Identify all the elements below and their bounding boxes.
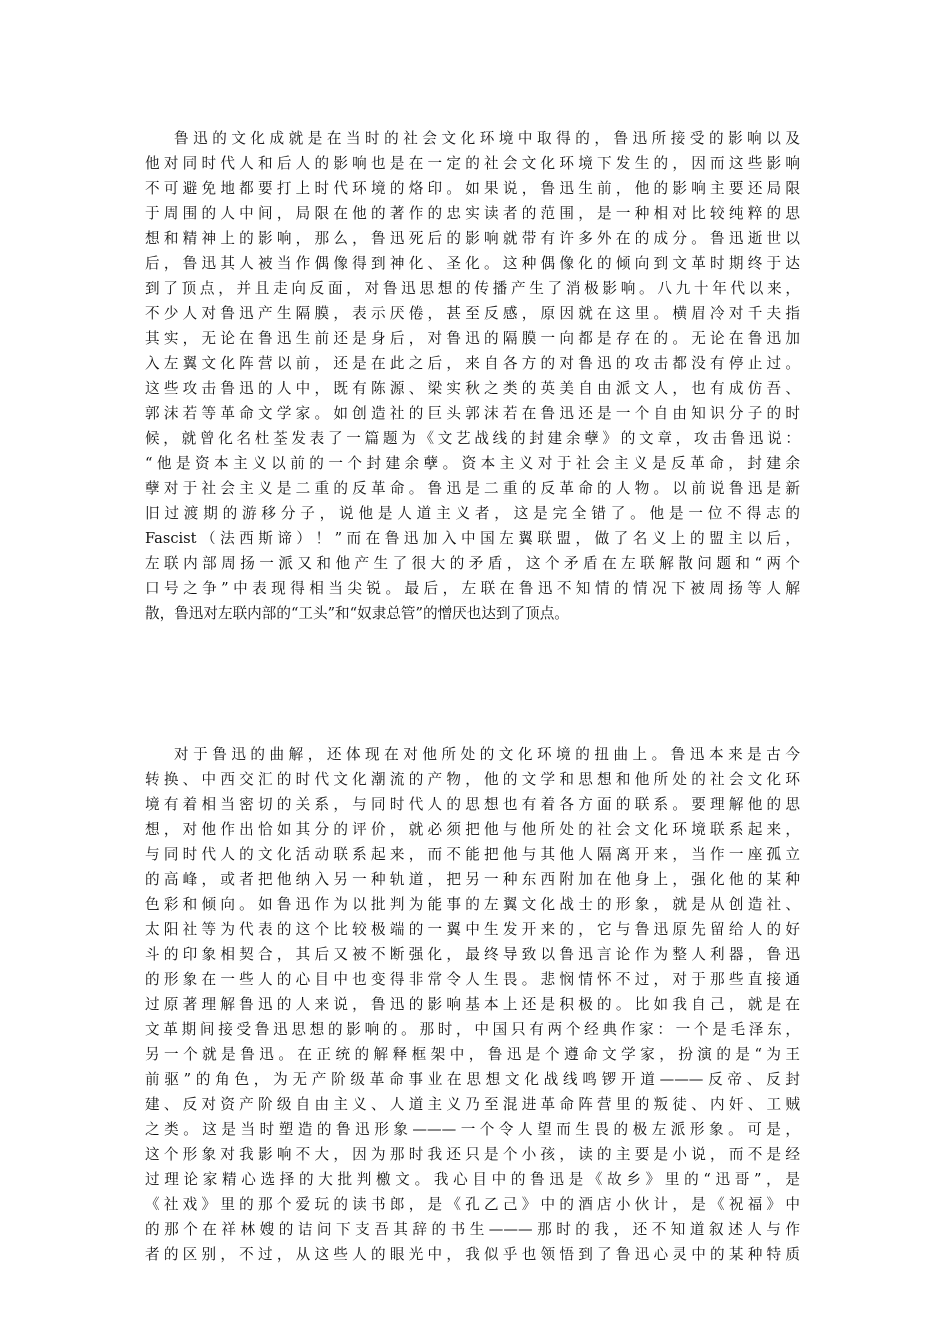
text-line: 者的区别，不过，从这些人的眼光中，我似乎也领悟到了鲁迅心灵中的某种特质: [145, 1246, 800, 1263]
text-line: 建、反对资产阶级自由主义、人道主义乃至混进革命阵营里的叛徒、内奸、工贼: [145, 1096, 800, 1113]
text-line: 境有着相当密切的关系，与同时代人的思想也有着各方面的联系。要理解他的思: [145, 796, 800, 813]
text-line: 斗的印象相契合，其后又被不断强化，最终导致以鲁迅言论作为整人利器，鲁迅: [145, 946, 800, 963]
text-line: 不少人对鲁迅产生隔膜，表示厌倦，甚至反感，原因就在这里。横眉冷对千夫指: [145, 305, 800, 322]
text-line: 到了顶点，并且走向反面，对鲁迅思想的传播产生了消极影响。八九十年代以来，: [145, 280, 800, 297]
text-line: 口号之争”中表现得相当尖锐。最后，左联在鲁迅不知情的情况下被周扬等人解: [145, 580, 800, 597]
text-line: 鲁迅的文化成就是在当时的社会文化环境中取得的，鲁迅所接受的影响以及: [174, 130, 800, 147]
text-line: 散，鲁迅对左联内部的“工头”和“奴隶总管”的憎厌也达到了顶点。: [145, 605, 569, 622]
text-line: 另一个就是鲁迅。在正统的解释框架中，鲁迅是个遵命文学家，扮演的是“为王: [145, 1046, 800, 1063]
text-line: 与同时代人的文化活动联系起来，而不能把他与其他人隔离开来，当作一座孤立: [145, 846, 800, 863]
text-line: 郭沫若等革命文学家。如创造社的巨头郭沫若在鲁迅还是一个自由知识分子的时: [145, 405, 800, 422]
text-line: 旧过渡期的游移分子，说他是人道主义者，这是完全错了。他是一位不得志的: [145, 505, 800, 522]
text-line: 前驱”的角色，为无产阶级革命事业在思想文化战线鸣锣开道———反帝、反封: [145, 1071, 800, 1088]
text-line: 想和精神上的影响，那么，鲁迅死后的影响就带有许多外在的成分。鲁迅逝世以: [145, 230, 800, 247]
text-line: 《社戏》里的那个爱玩的读书郎，是《孔乙己》中的酒店小伙计，是《祝福》中: [145, 1196, 800, 1213]
text-line: 不可避免地都要打上时代环境的烙印。如果说，鲁迅生前，他的影响主要还局限: [145, 180, 800, 197]
text-line: 这些攻击鲁迅的人中，既有陈源、梁实秋之类的英美自由派文人，也有成仿吾、: [145, 380, 800, 397]
text-line: 的那个在祥林嫂的诘问下支吾其辞的书生———那时的我，还不知道叙述人与作: [145, 1221, 800, 1238]
text-line: 其实，无论在鲁迅生前还是身后，对鲁迅的隔膜一向都是存在的。无论在鲁迅加: [145, 330, 800, 347]
paragraph-2: [145, 742, 800, 1267]
text-line: 转换、中西交汇的时代文化潮流的产物，他的文学和思想和他所处的社会文化环: [145, 771, 800, 788]
text-line: 文革期间接受鲁迅思想的影响的。那时，中国只有两个经典作家：一个是毛泽东，: [145, 1021, 800, 1038]
text-line: 左联内部周扬一派又和他产生了很大的矛盾，这个矛盾在左联解散问题和“两个: [145, 555, 800, 572]
text-line: 入左翼文化阵营以前，还是在此之后，来自各方的对鲁迅的攻击都没有停止过。: [145, 355, 800, 372]
text-line: 后，鲁迅其人被当作偶像得到神化、圣化。这种偶像化的倾向到文革时期终于达: [145, 255, 800, 272]
paragraph-1: [145, 126, 800, 626]
text-line: 于周围的人中间，局限在他的著作的忠实读者的范围，是一种相对比较纯粹的思: [145, 205, 800, 222]
text-line: 想，对他作出恰如其分的评价，就必须把他与他所处的社会文化环境联系起来，: [145, 821, 800, 838]
text-line: 太阳社等为代表的这个比较极端的一翼中生发开来的，它与鲁迅原先留给人的好: [145, 921, 800, 938]
text-line: 候，就曾化名杜荃发表了一篇题为《文艺战线的封建余孽》的文章，攻击鲁迅说：: [145, 430, 800, 447]
text-line: 孽对于社会主义是二重的反革命。鲁迅是二重的反革命的人物。以前说鲁迅是新: [145, 480, 800, 497]
text-line: 过原著理解鲁迅的人来说，鲁迅的影响基本上还是积极的。比如我自己，就是在: [145, 996, 800, 1013]
text-line: 他对同时代人和后人的影响也是在一定的社会文化环境下发生的，因而这些影响: [145, 155, 800, 172]
text-line: 的高峰，或者把他纳入另一种轨道，把另一种东西附加在他身上，强化他的某种: [145, 871, 800, 888]
text-line: 过理论家精心选择的大批判檄文。我心目中的鲁迅是《故乡》里的“迅哥”，是: [145, 1171, 800, 1188]
text-line: 色彩和倾向。如鲁迅作为以批判为能事的左翼文化战士的形象，就是从创造社、: [145, 896, 800, 913]
text-line: “他是资本主义以前的一个封建余孽。资本主义对于社会主义是反革命，封建余: [145, 455, 800, 472]
text-line: 之类。这是当时塑造的鲁迅形象———一个令人望而生畏的极左派形象。可是，: [145, 1121, 800, 1138]
text-line: 的形象在一些人的心目中也变得非常令人生畏。悲悯情怀不过，对于那些直接通: [145, 971, 800, 988]
text-line: Fascist（法西斯谛）！”而在鲁迅加入中国左翼联盟，做了名义上的盟主以后，: [145, 530, 800, 547]
text-line: 这个形象对我影响不大，因为那时我还只是个小孩，读的主要是小说，而不是经: [145, 1146, 800, 1163]
text-line: 对于鲁迅的曲解，还体现在对他所处的文化环境的扭曲上。鲁迅本来是古今: [174, 746, 800, 763]
